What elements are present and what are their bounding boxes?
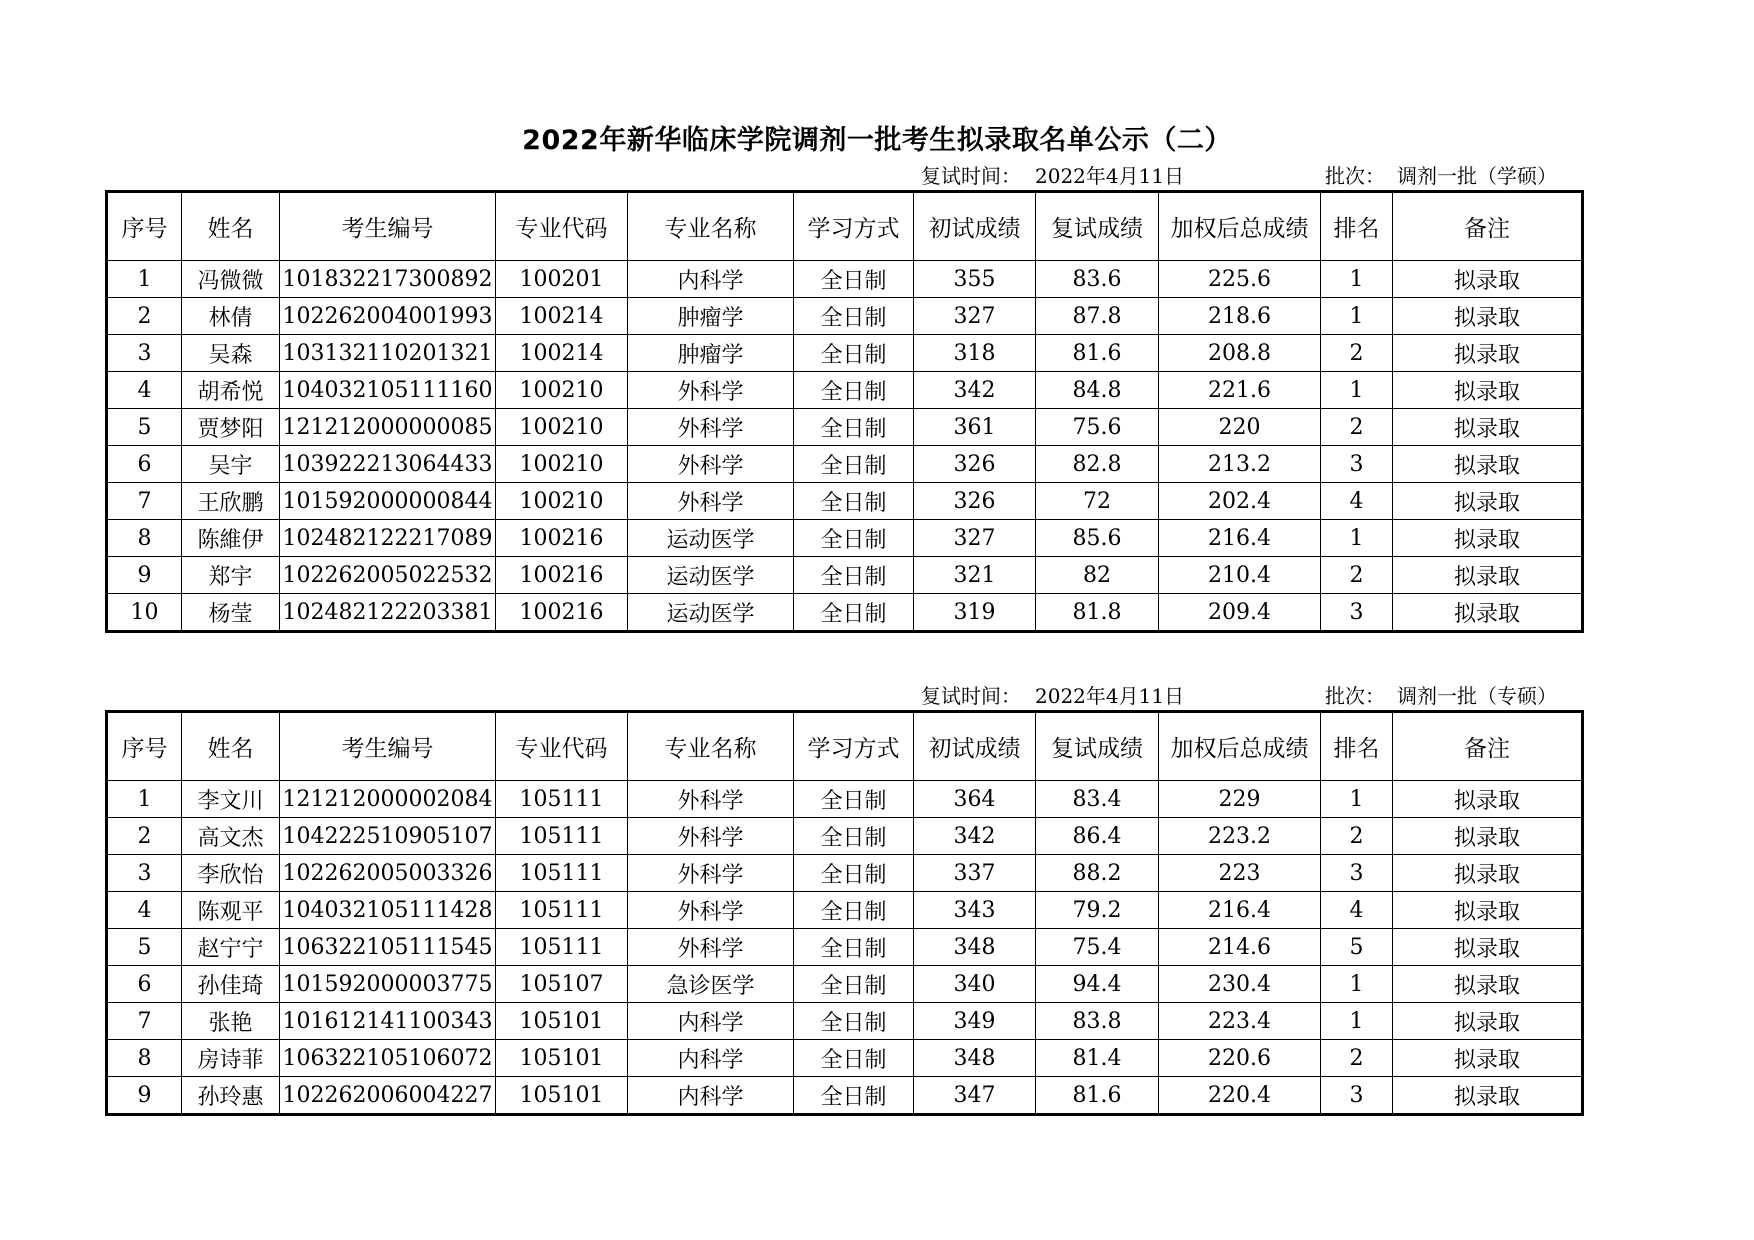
table-cell: 82.8: [1036, 446, 1159, 483]
table-cell: 拟录取: [1393, 594, 1583, 632]
table-cell: 343: [914, 892, 1036, 929]
column-header: 学习方式: [794, 192, 914, 261]
column-header: 专业代码: [496, 712, 628, 781]
table-cell: 104222510905107: [280, 818, 496, 855]
table-cell: 3: [107, 855, 182, 892]
table-cell: 外科学: [628, 781, 794, 818]
table-cell: 全日制: [794, 1077, 914, 1115]
table-cell: 2: [1321, 818, 1393, 855]
table-cell: 81.8: [1036, 594, 1159, 632]
table-cell: 106322105106072: [280, 1040, 496, 1077]
retest-date-label: 复试时间：: [921, 164, 1021, 188]
table-cell: 102262004001993: [280, 298, 496, 335]
table-cell: 8: [107, 520, 182, 557]
table-cell: 220.6: [1159, 1040, 1321, 1077]
table-cell: 7: [107, 1003, 182, 1040]
table-cell: 104032105111428: [280, 892, 496, 929]
table-cell: 216.4: [1159, 520, 1321, 557]
table-cell: 88.2: [1036, 855, 1159, 892]
retest-date-label: 复试时间：: [921, 684, 1021, 708]
table-cell: 1: [1321, 261, 1393, 298]
table-cell: 内科学: [628, 1077, 794, 1115]
table-row: [107, 372, 1583, 409]
table-cell: 陈維伊: [182, 520, 280, 557]
table-cell: 100216: [496, 520, 628, 557]
table-cell: 拟录取: [1393, 483, 1583, 520]
table-cell: 2: [1321, 557, 1393, 594]
table-row: [107, 818, 1583, 855]
column-header: 备注: [1393, 192, 1583, 261]
table-cell: 100210: [496, 483, 628, 520]
table-cell: 外科学: [628, 818, 794, 855]
table-cell: 9: [107, 1077, 182, 1115]
table-cell: 100210: [496, 372, 628, 409]
table-cell: 全日制: [794, 335, 914, 372]
table-cell: 4: [107, 372, 182, 409]
retest-date-value: 2022年4月11日: [1035, 164, 1185, 188]
table-cell: 101592000003775: [280, 966, 496, 1003]
table-cell: 3: [1321, 855, 1393, 892]
table-cell: 84.8: [1036, 372, 1159, 409]
table-cell: 内科学: [628, 1003, 794, 1040]
column-header: 专业代码: [496, 192, 628, 261]
table-cell: 拟录取: [1393, 966, 1583, 1003]
table-cell: 101612141100343: [280, 1003, 496, 1040]
column-header: 专业名称: [628, 712, 794, 781]
table-cell: 83.6: [1036, 261, 1159, 298]
admission-table-professional: [105, 710, 1584, 1116]
table-cell: 1: [1321, 372, 1393, 409]
table-cell: 327: [914, 298, 1036, 335]
table-cell: 外科学: [628, 409, 794, 446]
table-cell: 拟录取: [1393, 892, 1583, 929]
table-cell: 86.4: [1036, 818, 1159, 855]
table-cell: 孙佳琦: [182, 966, 280, 1003]
table-cell: 213.2: [1159, 446, 1321, 483]
table-cell: 全日制: [794, 892, 914, 929]
table-cell: 225.6: [1159, 261, 1321, 298]
table-cell: 1: [107, 261, 182, 298]
table-cell: 6: [107, 446, 182, 483]
table-cell: 拟录取: [1393, 372, 1583, 409]
table-cell: 348: [914, 929, 1036, 966]
table-cell: 223.4: [1159, 1003, 1321, 1040]
table-cell: 202.4: [1159, 483, 1321, 520]
table-cell: 胡希悦: [182, 372, 280, 409]
table-cell: 冯微微: [182, 261, 280, 298]
table-cell: 运动医学: [628, 594, 794, 632]
batch-value: 调剂一批（专硕）: [1397, 684, 1557, 708]
table-cell: 100216: [496, 557, 628, 594]
table-cell: 4: [1321, 483, 1393, 520]
table-cell: 1: [1321, 298, 1393, 335]
table-cell: 102482122203381: [280, 594, 496, 632]
table-cell: 103922213064433: [280, 446, 496, 483]
table-cell: 83.8: [1036, 1003, 1159, 1040]
column-header: 序号: [107, 712, 182, 781]
table-cell: 拟录取: [1393, 446, 1583, 483]
table-cell: 5: [107, 929, 182, 966]
table-cell: 230.4: [1159, 966, 1321, 1003]
table-cell: 214.6: [1159, 929, 1321, 966]
table-cell: 5: [1321, 929, 1393, 966]
table-cell: 83.4: [1036, 781, 1159, 818]
table-cell: 1: [1321, 1003, 1393, 1040]
table-cell: 拟录取: [1393, 1003, 1583, 1040]
table-row: [107, 446, 1583, 483]
table-cell: 342: [914, 818, 1036, 855]
table-cell: 82: [1036, 557, 1159, 594]
table-cell: 高文杰: [182, 818, 280, 855]
table-cell: 贾梦阳: [182, 409, 280, 446]
table-cell: 102482122217089: [280, 520, 496, 557]
table-cell: 223.2: [1159, 818, 1321, 855]
table-cell: 208.8: [1159, 335, 1321, 372]
table-cell: 房诗菲: [182, 1040, 280, 1077]
table-cell: 216.4: [1159, 892, 1321, 929]
column-header: 复试成绩: [1036, 192, 1159, 261]
table-cell: 6: [107, 966, 182, 1003]
table-cell: 4: [1321, 892, 1393, 929]
column-header: 加权后总成绩: [1159, 192, 1321, 261]
table-cell: 348: [914, 1040, 1036, 1077]
table-cell: 拟录取: [1393, 335, 1583, 372]
table-cell: 拟录取: [1393, 261, 1583, 298]
table-cell: 内科学: [628, 1040, 794, 1077]
table-cell: 75.6: [1036, 409, 1159, 446]
table-cell: 孙玲惠: [182, 1077, 280, 1115]
table-row: [107, 335, 1583, 372]
table-cell: 105101: [496, 1003, 628, 1040]
table-cell: 张艳: [182, 1003, 280, 1040]
column-header: 初试成绩: [914, 192, 1036, 261]
table-cell: 全日制: [794, 1003, 914, 1040]
table-cell: 4: [107, 892, 182, 929]
table-cell: 外科学: [628, 929, 794, 966]
table-cell: 肿瘤学: [628, 335, 794, 372]
table-cell: 全日制: [794, 520, 914, 557]
table-row: [107, 855, 1583, 892]
table-cell: 全日制: [794, 409, 914, 446]
table-cell: 2: [107, 818, 182, 855]
table-cell: 全日制: [794, 855, 914, 892]
column-header: 排名: [1321, 712, 1393, 781]
table-cell: 75.4: [1036, 929, 1159, 966]
column-header: 姓名: [182, 192, 280, 261]
table-cell: 7: [107, 483, 182, 520]
table-cell: 吴森: [182, 335, 280, 372]
column-header: 复试成绩: [1036, 712, 1159, 781]
table-cell: 全日制: [794, 966, 914, 1003]
table-cell: 103132110201321: [280, 335, 496, 372]
table-cell: 全日制: [794, 446, 914, 483]
table-cell: 全日制: [794, 298, 914, 335]
column-header: 备注: [1393, 712, 1583, 781]
table-row: [107, 966, 1583, 1003]
table-cell: 拟录取: [1393, 1077, 1583, 1115]
table-cell: 105101: [496, 1077, 628, 1115]
table-cell: 349: [914, 1003, 1036, 1040]
table-cell: 运动医学: [628, 520, 794, 557]
table-cell: 72: [1036, 483, 1159, 520]
table-cell: 全日制: [794, 818, 914, 855]
table-cell: 104032105111160: [280, 372, 496, 409]
table-cell: 拟录取: [1393, 929, 1583, 966]
table-row: [107, 1040, 1583, 1077]
table-cell: 100201: [496, 261, 628, 298]
table-row: [107, 1003, 1583, 1040]
column-header: 考生编号: [280, 192, 496, 261]
table-cell: 326: [914, 446, 1036, 483]
table-cell: 急诊医学: [628, 966, 794, 1003]
admission-table-academic: [105, 190, 1584, 633]
table-cell: 外科学: [628, 372, 794, 409]
table-cell: 220: [1159, 409, 1321, 446]
table-cell: 全日制: [794, 929, 914, 966]
table-cell: 全日制: [794, 1040, 914, 1077]
table-cell: 100214: [496, 335, 628, 372]
table-cell: 105111: [496, 781, 628, 818]
table-cell: 郑宇: [182, 557, 280, 594]
table-cell: 5: [107, 409, 182, 446]
table-cell: 342: [914, 372, 1036, 409]
table-cell: 361: [914, 409, 1036, 446]
table-cell: 321: [914, 557, 1036, 594]
table-cell: 全日制: [794, 483, 914, 520]
table-cell: 全日制: [794, 781, 914, 818]
table-cell: 87.8: [1036, 298, 1159, 335]
table-cell: 221.6: [1159, 372, 1321, 409]
table-cell: 2: [1321, 409, 1393, 446]
table-cell: 121212000000085: [280, 409, 496, 446]
table-header-row: [107, 712, 1583, 781]
table-cell: 全日制: [794, 594, 914, 632]
table-row: [107, 1077, 1583, 1115]
table-cell: 拟录取: [1393, 781, 1583, 818]
table-cell: 外科学: [628, 855, 794, 892]
table-cell: 1: [1321, 520, 1393, 557]
table-row: [107, 892, 1583, 929]
table-cell: 209.4: [1159, 594, 1321, 632]
table-cell: 拟录取: [1393, 557, 1583, 594]
table-cell: 拟录取: [1393, 298, 1583, 335]
table-cell: 318: [914, 335, 1036, 372]
table-cell: 1: [1321, 966, 1393, 1003]
table-cell: 3: [1321, 1077, 1393, 1115]
table-row: [107, 409, 1583, 446]
table-cell: 218.6: [1159, 298, 1321, 335]
table-cell: 79.2: [1036, 892, 1159, 929]
table-cell: 102262006004227: [280, 1077, 496, 1115]
retest-date-value: 2022年4月11日: [1035, 684, 1185, 708]
table-row: [107, 557, 1583, 594]
column-header: 序号: [107, 192, 182, 261]
table-cell: 355: [914, 261, 1036, 298]
table-cell: 3: [107, 335, 182, 372]
column-header: 加权后总成绩: [1159, 712, 1321, 781]
table-cell: 81.6: [1036, 335, 1159, 372]
column-header: 专业名称: [628, 192, 794, 261]
table-cell: 319: [914, 594, 1036, 632]
table-row: [107, 483, 1583, 520]
table-cell: 全日制: [794, 372, 914, 409]
table2-meta: [105, 680, 1585, 706]
table1-meta: [105, 160, 1585, 186]
batch-label: 批次：: [1325, 164, 1385, 188]
table-cell: 李欣怡: [182, 855, 280, 892]
table-cell: 102262005003326: [280, 855, 496, 892]
table-cell: 101832217300892: [280, 261, 496, 298]
table-cell: 外科学: [628, 892, 794, 929]
table-cell: 101592000000844: [280, 483, 496, 520]
table-cell: 拟录取: [1393, 1040, 1583, 1077]
table-row: [107, 261, 1583, 298]
table-row: [107, 781, 1583, 818]
table-cell: 全日制: [794, 261, 914, 298]
table-cell: 吴宇: [182, 446, 280, 483]
table-cell: 陈观平: [182, 892, 280, 929]
table-cell: 100210: [496, 446, 628, 483]
table-row: [107, 520, 1583, 557]
table-cell: 229: [1159, 781, 1321, 818]
column-header: 考生编号: [280, 712, 496, 781]
table-header-row: [107, 192, 1583, 261]
table-cell: 347: [914, 1077, 1036, 1115]
table-cell: 外科学: [628, 446, 794, 483]
table-cell: 拟录取: [1393, 409, 1583, 446]
table-cell: 2: [107, 298, 182, 335]
table-cell: 内科学: [628, 261, 794, 298]
table-cell: 10: [107, 594, 182, 632]
table-cell: 1: [1321, 781, 1393, 818]
column-header: 初试成绩: [914, 712, 1036, 781]
table-cell: 王欣鹏: [182, 483, 280, 520]
table-cell: 326: [914, 483, 1036, 520]
table-cell: 林倩: [182, 298, 280, 335]
table-cell: 105107: [496, 966, 628, 1003]
batch-value: 调剂一批（学硕）: [1397, 164, 1557, 188]
table-cell: 运动医学: [628, 557, 794, 594]
table-cell: 94.4: [1036, 966, 1159, 1003]
table-cell: 220.4: [1159, 1077, 1321, 1115]
table-cell: 105111: [496, 929, 628, 966]
table-cell: 102262005022532: [280, 557, 496, 594]
table-cell: 肿瘤学: [628, 298, 794, 335]
table-cell: 81.6: [1036, 1077, 1159, 1115]
table-cell: 全日制: [794, 557, 914, 594]
table-row: [107, 594, 1583, 632]
batch-label: 批次：: [1325, 684, 1385, 708]
table-cell: 106322105111545: [280, 929, 496, 966]
table-cell: 100216: [496, 594, 628, 632]
table-cell: 81.4: [1036, 1040, 1159, 1077]
table-cell: 2: [1321, 335, 1393, 372]
table-cell: 李文川: [182, 781, 280, 818]
table-cell: 327: [914, 520, 1036, 557]
table-row: [107, 929, 1583, 966]
table-cell: 拟录取: [1393, 818, 1583, 855]
page-title: 2022年新华临床学院调剂一批考生拟录取名单公示（二）: [522, 125, 1232, 156]
table-cell: 赵宁宁: [182, 929, 280, 966]
table-cell: 外科学: [628, 483, 794, 520]
table-cell: 121212000002084: [280, 781, 496, 818]
table-cell: 105111: [496, 892, 628, 929]
table-cell: 9: [107, 557, 182, 594]
table-cell: 210.4: [1159, 557, 1321, 594]
table-cell: 拟录取: [1393, 855, 1583, 892]
table-cell: 105111: [496, 818, 628, 855]
table-cell: 2: [1321, 1040, 1393, 1077]
table-cell: 100210: [496, 409, 628, 446]
table-cell: 364: [914, 781, 1036, 818]
table-cell: 105101: [496, 1040, 628, 1077]
column-header: 学习方式: [794, 712, 914, 781]
table-cell: 223: [1159, 855, 1321, 892]
table-cell: 340: [914, 966, 1036, 1003]
table-cell: 3: [1321, 594, 1393, 632]
table-cell: 杨莹: [182, 594, 280, 632]
table-cell: 337: [914, 855, 1036, 892]
column-header: 排名: [1321, 192, 1393, 261]
table-cell: 8: [107, 1040, 182, 1077]
table-cell: 100214: [496, 298, 628, 335]
table-cell: 85.6: [1036, 520, 1159, 557]
table-row: [107, 298, 1583, 335]
table-cell: 拟录取: [1393, 520, 1583, 557]
column-header: 姓名: [182, 712, 280, 781]
table-cell: 1: [107, 781, 182, 818]
table-cell: 105111: [496, 855, 628, 892]
table-cell: 3: [1321, 446, 1393, 483]
